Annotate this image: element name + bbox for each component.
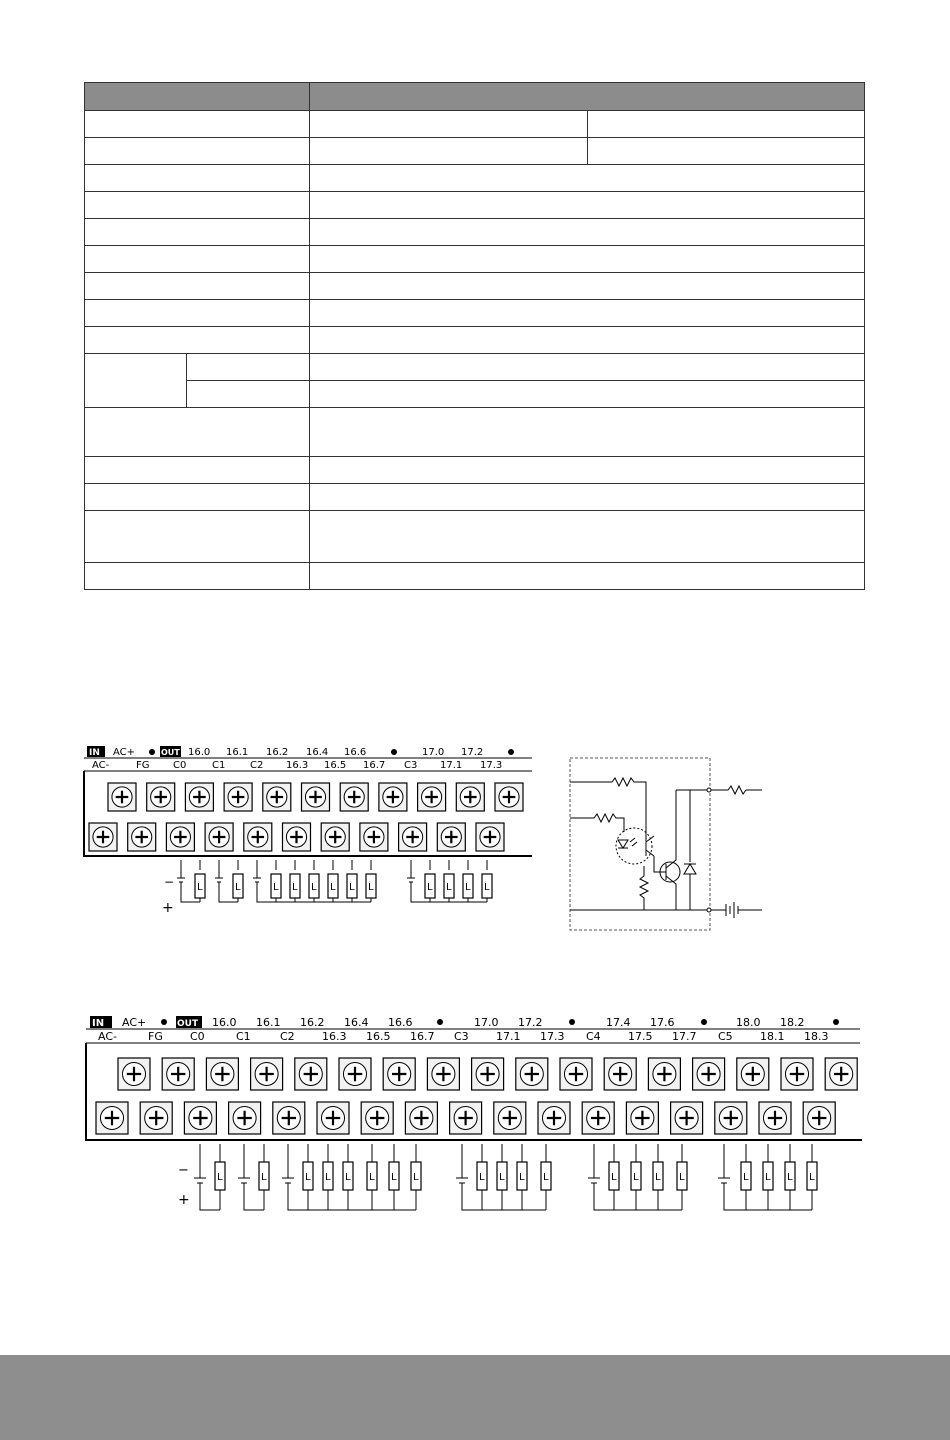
load-label: L [655, 1172, 661, 1183]
label-bottom: FG [136, 760, 150, 771]
table-row [85, 408, 865, 457]
table-row [85, 484, 865, 511]
label-top: 18.0 [736, 1016, 761, 1029]
table-row [85, 300, 865, 327]
label-bottom: 18.1 [760, 1030, 785, 1043]
load-wiring [194, 1144, 817, 1210]
label-bottom: AC- [92, 760, 110, 771]
footer-band [0, 1355, 950, 1440]
table-row [85, 511, 865, 563]
label-bottom: C1 [236, 1030, 251, 1043]
spec-table [84, 82, 865, 590]
label-bottom: C0 [173, 760, 187, 771]
table-header-row [85, 83, 865, 111]
minus-sign: − [164, 875, 175, 889]
label-bottom: 16.7 [410, 1030, 435, 1043]
label-bottom: 16.7 [363, 760, 386, 771]
load-label: L [633, 1172, 639, 1183]
label-bottom: C2 [280, 1030, 295, 1043]
load-label: L [330, 882, 336, 893]
load-label: L [273, 882, 279, 893]
load-wiring [177, 860, 492, 902]
table-row [85, 273, 865, 300]
load-label: L [446, 882, 452, 893]
label-top: 17.4 [606, 1016, 631, 1029]
label-top: 16.4 [344, 1016, 369, 1029]
load-label: L [325, 1172, 331, 1183]
load-label: L [499, 1172, 505, 1183]
load-label: L [519, 1172, 525, 1183]
load-label: L [543, 1172, 549, 1183]
terminal-screws [89, 783, 523, 851]
label-out: OUT [177, 1019, 199, 1029]
load-label: L [809, 1172, 815, 1183]
label-strip [84, 746, 532, 771]
label-bottom: 17.3 [480, 760, 503, 771]
label-top: 16.0 [188, 747, 211, 758]
load-label: L [743, 1172, 749, 1183]
label-top: 17.2 [518, 1016, 543, 1029]
label-top: 16.1 [226, 747, 249, 758]
plus-sign: + [162, 900, 174, 916]
plus-sign: + [178, 1192, 190, 1208]
label-out: OUT [161, 748, 180, 757]
load-label: L [305, 1172, 311, 1183]
load-label: L [484, 882, 490, 893]
load-label: L [611, 1172, 617, 1183]
dot-icon [149, 749, 155, 755]
table-row [85, 457, 865, 484]
label-top: 16.6 [388, 1016, 413, 1029]
dot-icon [161, 1019, 167, 1025]
terminal-screws [96, 1058, 857, 1134]
load-label: L [217, 1172, 223, 1183]
label-bottom: 16.3 [286, 760, 309, 771]
label-bottom: 17.5 [628, 1030, 653, 1043]
table-row [85, 246, 865, 273]
load-label: L [427, 882, 433, 893]
label-top: 16.2 [300, 1016, 325, 1029]
label-bottom: 17.1 [440, 760, 463, 771]
table-row [85, 354, 865, 381]
label-bottom: AC- [98, 1030, 117, 1043]
label-bottom: C4 [586, 1030, 601, 1043]
label-bottom: 17.7 [672, 1030, 697, 1043]
load-label: L [261, 1172, 267, 1183]
load-label: L [235, 882, 241, 893]
label-bottom: C0 [190, 1030, 205, 1043]
load-label: L [679, 1172, 685, 1183]
terminal-block-diagram-large [84, 1012, 864, 1214]
label-top: 17.6 [650, 1016, 675, 1029]
label-top: 17.2 [461, 747, 484, 758]
dot-icon [437, 1019, 443, 1025]
label-top: 18.2 [780, 1016, 805, 1029]
load-label: L [368, 882, 374, 893]
label-acplus: AC+ [113, 747, 136, 758]
load-label: L [311, 882, 317, 893]
label-bottom: C5 [718, 1030, 733, 1043]
table-row [85, 165, 865, 192]
dot-icon [391, 749, 397, 755]
label-strip [86, 1016, 860, 1043]
label-bottom: 16.3 [322, 1030, 347, 1043]
label-bottom: C3 [404, 760, 418, 771]
load-label: L [479, 1172, 485, 1183]
label-in: IN [89, 748, 100, 758]
load-label: L [413, 1172, 419, 1183]
table-row [85, 138, 865, 165]
load-label: L [391, 1172, 397, 1183]
table-row [85, 192, 865, 219]
load-label: L [349, 882, 355, 893]
label-top: 17.0 [422, 747, 445, 758]
label-bottom: C3 [454, 1030, 469, 1043]
load-label: L [292, 882, 298, 893]
minus-sign: − [178, 1163, 189, 1178]
label-bottom: 18.3 [804, 1030, 829, 1043]
load-label: L [369, 1172, 375, 1183]
label-bottom: 17.3 [540, 1030, 565, 1043]
table-row [85, 563, 865, 590]
label-acplus: AC+ [122, 1016, 147, 1029]
load-label: L [465, 882, 471, 893]
dot-icon [701, 1019, 707, 1025]
terminal-block-diagram-small [80, 742, 540, 924]
label-bottom: FG [148, 1030, 163, 1043]
label-top: 16.0 [212, 1016, 237, 1029]
label-in: IN [92, 1018, 105, 1029]
label-bottom: 16.5 [366, 1030, 391, 1043]
label-bottom: C1 [212, 760, 226, 771]
table-row [85, 381, 865, 408]
load-label: L [765, 1172, 771, 1183]
label-bottom: 17.1 [496, 1030, 521, 1043]
table-row [85, 111, 865, 138]
load-label: L [197, 882, 203, 893]
load-label: L [345, 1172, 351, 1183]
label-top: 16.6 [344, 747, 367, 758]
label-bottom: 16.5 [324, 760, 347, 771]
dot-icon [508, 749, 514, 755]
label-top: 16.1 [256, 1016, 281, 1029]
label-top: 16.4 [306, 747, 329, 758]
label-bottom: C2 [250, 760, 264, 771]
output-circuit-schematic [568, 756, 768, 934]
label-top: 16.2 [266, 747, 289, 758]
dot-icon [569, 1019, 575, 1025]
table-row [85, 219, 865, 246]
load-label: L [787, 1172, 793, 1183]
table-row [85, 327, 865, 354]
label-top: 17.0 [474, 1016, 499, 1029]
dot-icon [833, 1019, 839, 1025]
